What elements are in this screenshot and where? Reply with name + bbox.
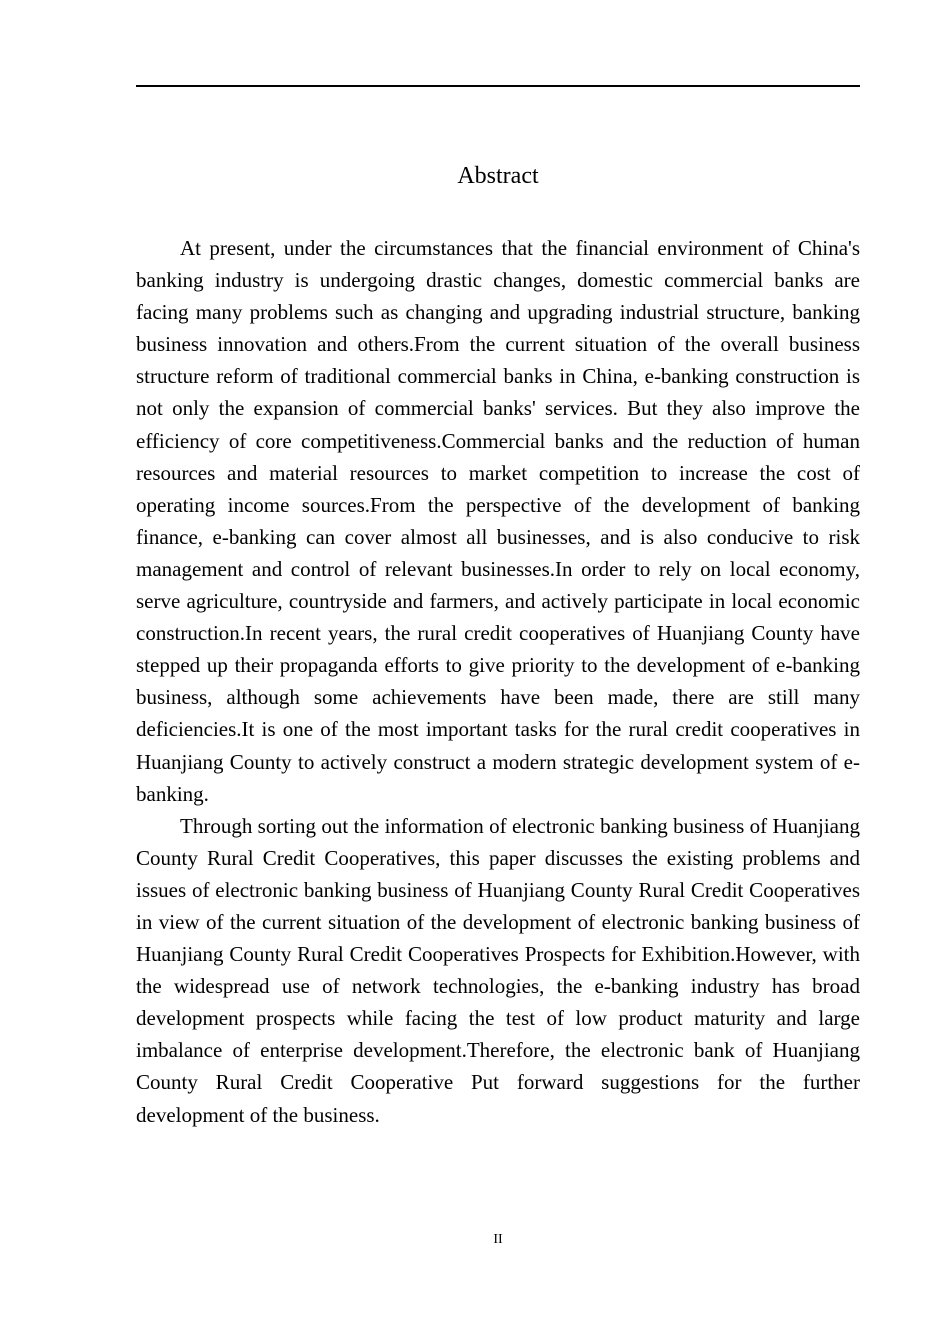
page-number: II: [493, 1232, 503, 1247]
abstract-title: Abstract: [457, 163, 539, 189]
abstract-paragraph: Through sorting out the information of electronic banking business of Huanjiang County Rural Credit Cooperatives, this paper discusses the existing problems and issues of electronic banking business of Huanjiang County Rural Credit Cooperatives in view of the current situation of the development of electronic banking business of Huanjiang County Rural Credit Cooperatives Prospects for Exhibition.However, with the widespread use of network technologies, the e-banking industry has broad development prospects while facing the test of low product maturity and large imbalance of enterprise development.Therefore, the electronic bank of Huanjiang County Rural Credit Cooperative Put forward suggestions for the further development of the business.: [136, 813, 860, 1127]
abstract-body: [136, 232, 860, 1131]
abstract-paragraph: At present, under the circumstances that the financial environment of China's banking industry is undergoing drastic changes, domestic commercial banks are facing many problems such as changing and upgrading industrial structure, banking business innovation and others.From the current situation of the overall business structure reform of traditional commercial banks in China, e-banking construction is not only the expansion of commercial banks' services. But they also improve the efficiency of core competitiveness.Commercial banks and the reduction of human resources and material resources to market competition to increase the cost of operating income sources.From the perspective of the development of banking finance, e-banking can cover almost all businesses, and is also conducive to risk management and control of relevant businesses.In order to rely on local economy, serve agriculture, countryside and farmers, and actively participate in local economic construction.In recent years, the rural credit cooperatives of Huanjiang County have stepped up their propaganda efforts to give priority to the development of e-banking business, although some achievements have been made, there are still many deficiencies.It is one of the most important tasks for the rural credit cooperatives in Huanjiang County to actively construct a modern strategic development system of e-banking.: [136, 236, 860, 806]
header-rule: [136, 85, 860, 87]
